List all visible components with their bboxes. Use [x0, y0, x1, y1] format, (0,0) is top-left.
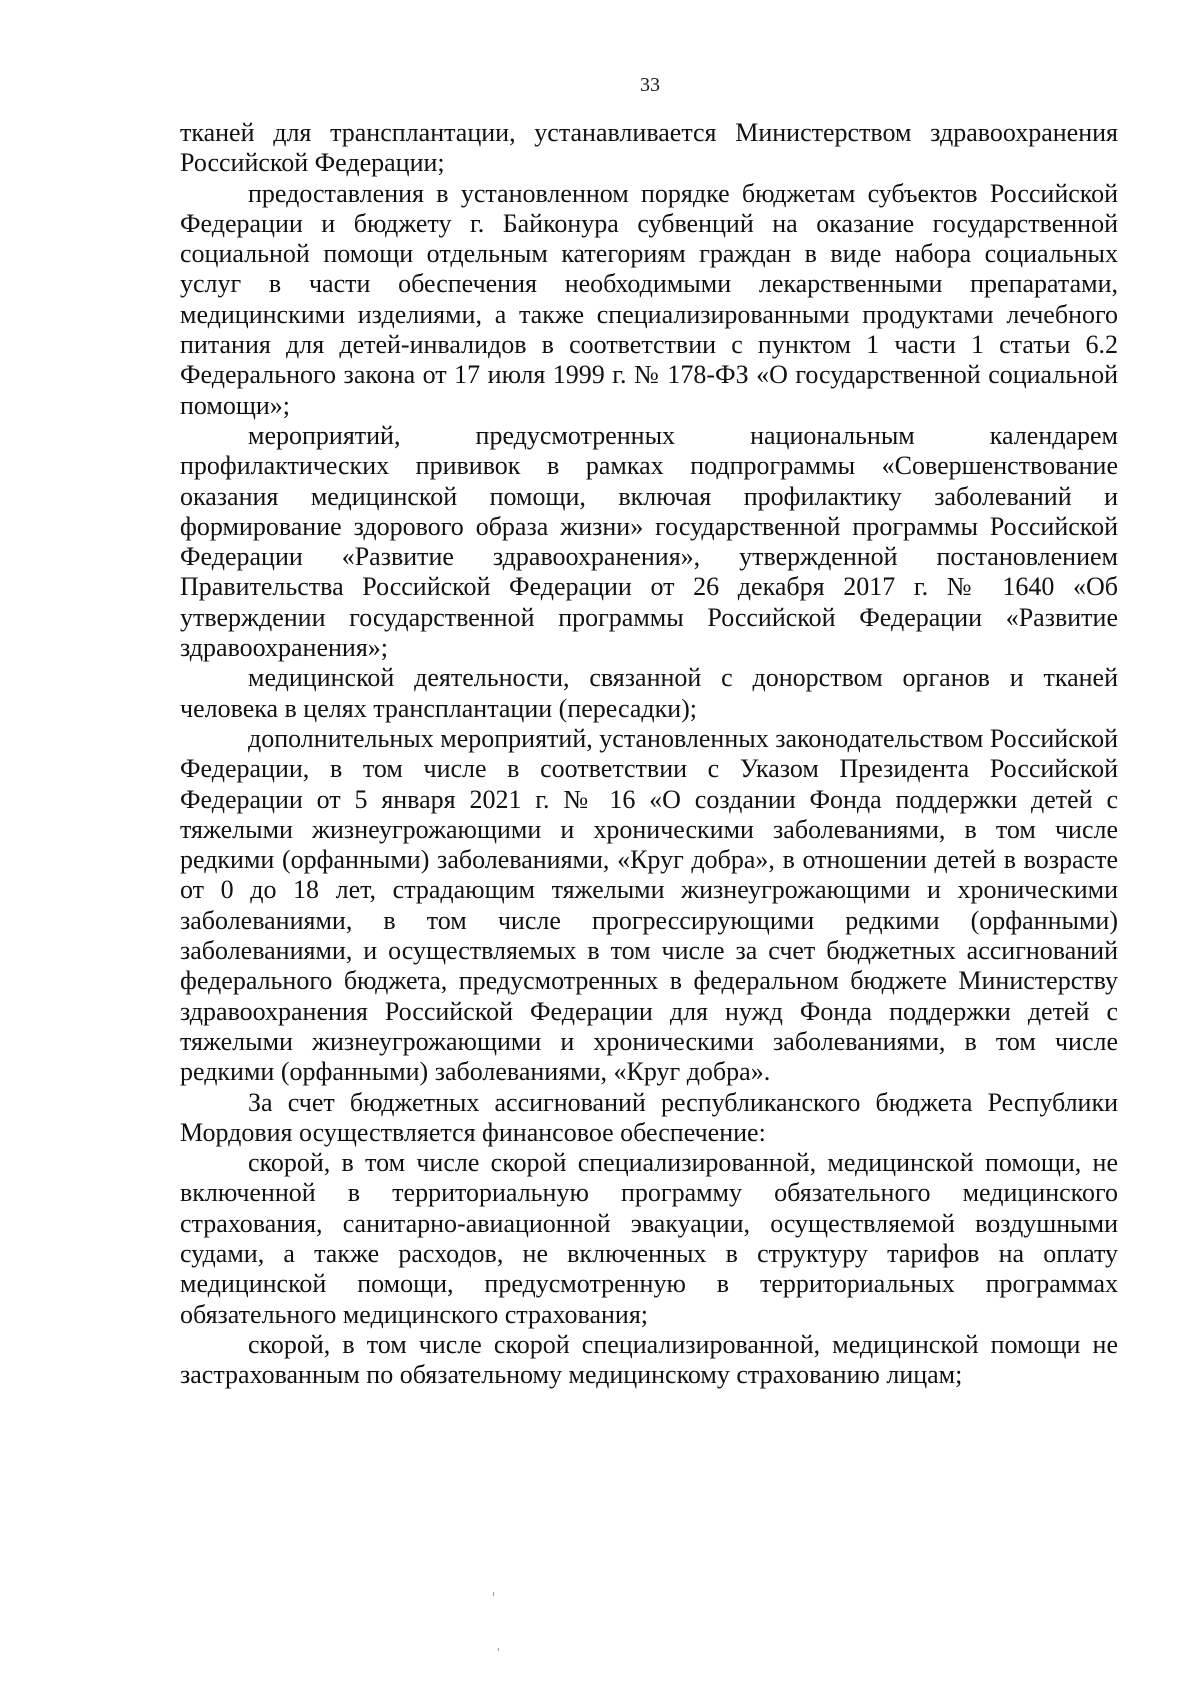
paragraph: мероприятий, предусмотренных национальным календарем профилактических прививок в рамках подпрограммы «Совершенствование оказания медицинской помощи, включая профилактику заболеваний и формирование здорового образа жизни» государственной программы Российской Федерации «Развитие здравоохранения», утвержденной постановлением Правительства Российской Федерации от 26 декабря 2017 г. № 1640 «Об утверждении государственной программы Российской Федерации «Развитие здравоохранения»; — [180, 420, 1118, 663]
paragraph: скорой, в том числе скорой специализированной, медицинской помощи не застрахованным по обязательному медицинскому страхованию лицам; — [180, 1329, 1118, 1390]
scan-artifact — [498, 1648, 499, 1651]
scan-artifact — [493, 1592, 494, 1596]
page-number: 33 — [640, 74, 660, 96]
document-body — [180, 118, 1118, 1390]
paragraph: медицинской деятельности, связанной с донорством органов и тканей человека в целях трансплантации (пересадки); — [180, 663, 1118, 723]
paragraph: скорой, в том числе скорой специализированной, медицинской помощи, не включенной в территориальную программу обязательного медицинского страхования, санитарно-авиационной эвакуации, осуществляемой воздушными судами, а также расходов, не включенных в структуру тарифов на оплату медицинской помощи, предусмотренную в территориальных программах обязательного медицинского страхования; — [180, 1148, 1118, 1329]
paragraph: предоставления в установленном порядке бюджетам субъектов Российской Федерации и бюджету г. Байконура субвенций на оказание государственной социальной помощи отдельным категориям граждан в виде набора социальных услуг в части обеспечения необходимыми лекарственными препаратами, медицинскими изделиями, а также специализированными продуктами лечебного питания для детей-инвалидов в соответствии с пунктом 1 части 1 статьи 6.2 Федерального закона от 17 июля 1999 г. № 178-ФЗ «О государственной социальной помощи»; — [180, 178, 1118, 420]
paragraph: дополнительных мероприятий, установленных законодательством Российской Федерации, в том числе в соответствии с Указом Президента Российской Федерации от 5 января 2021 г. № 16 «О создании Фонда поддержки детей с тяжелыми жизнеугрожающими и хроническими заболеваниями, в том числе редкими (орфанными) заболеваниями, «Круг добра», в отношении детей в возрасте от 0 до 18 лет, страдающим тяжелыми жизнеугрожающими и хроническими заболеваниями, в том числе прогрессирующими редкими (орфанными) заболеваниями, и осуществляемых в том числе за счет бюджетных ассигнований федерального бюджета, предусмотренных в федеральном бюджете Министерству здравоохранения Российской Федерации для нужд Фонда поддержки детей с тяжелыми жизнеугрожающими и хроническими заболеваниями, в том числе редкими (орфанными) заболеваниями, «Круг добра». — [180, 723, 1118, 1087]
paragraph-continuation: тканей для трансплантации, устанавливается Министерством здравоохранения Российской Федерации; — [180, 118, 1118, 178]
paragraph: За счет бюджетных ассигнований республиканского бюджета Республики Мордовия осуществляется финансовое обеспечение: — [180, 1087, 1118, 1147]
